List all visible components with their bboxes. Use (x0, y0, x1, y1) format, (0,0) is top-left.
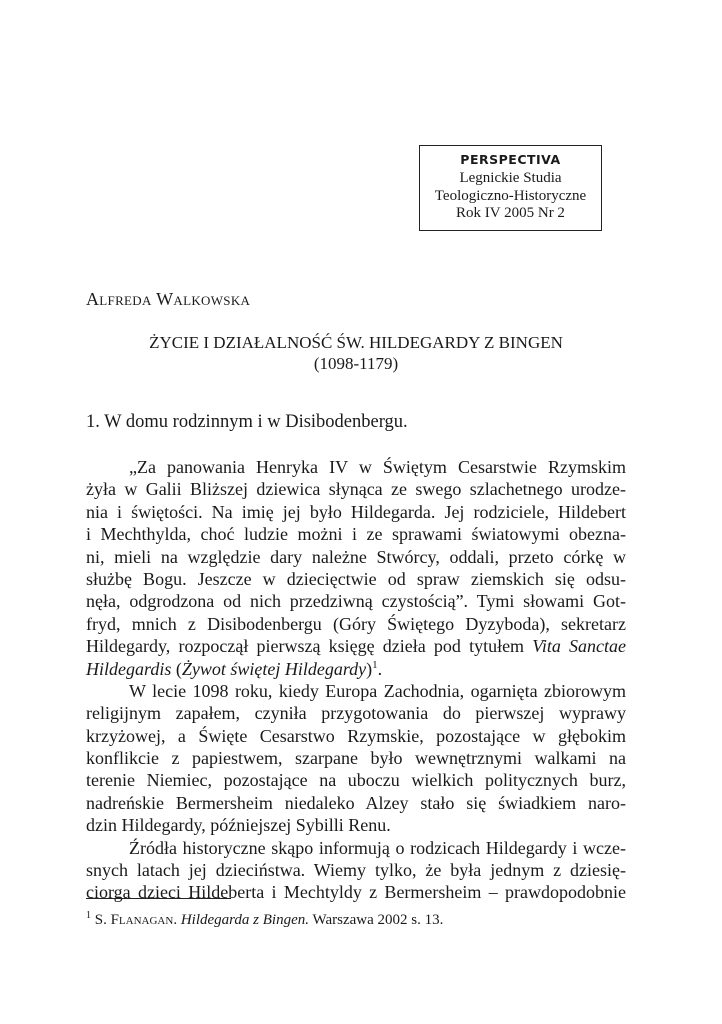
body-line: fryd, mnich z Disibodenbergu (Góry Świętego Dyzyboda), sekretarz (86, 613, 626, 634)
body-line: ni, mieli na względzie dary należne Stwórcy, oddali, przeto córkę w (86, 546, 626, 567)
journal-subtitle: Teologiczno-Historyczne (434, 187, 587, 204)
body-line: W lecie 1098 roku, kiedy Europa Zachodnia, ogarnięta zbiorowym (129, 680, 626, 701)
journal-brand: PERSPECTIVA (460, 152, 561, 167)
body-line: nia i świętości. Na imię jej było Hildegarda. Jej rodziciele, Hildebert (86, 501, 626, 522)
article-title-dates: (1098-1179) (313, 354, 399, 373)
body-line: krzyżowej, a Święte Cesarstwo Rzymskie, pozostające w głębokim (86, 725, 626, 746)
body-line: konflikcie z papiestwem, szarpane było wewnętrznymi walkami na (86, 748, 626, 769)
journal-info-box (419, 145, 602, 231)
footnote-author: Flanagan (110, 912, 174, 928)
body-line-text: Hildegardy, rozpoczął pierwszą księgę dzieła pod tytułem (86, 636, 525, 657)
body-line: i Mechthylda, choć ludzie możni i ze sprawami światowymi obezna- (86, 524, 626, 545)
article-title (86, 332, 626, 374)
body-line: nadreńskie Bermersheim niedaleko Alzey stało się świadkiem naro- (86, 792, 626, 813)
body-line: nęła, odgrodzona od nich przedziwną czystością”. Tymi słowami Got- (86, 591, 626, 612)
body-line-vita (86, 635, 626, 657)
vita-title: Vita Sanctae (532, 636, 627, 657)
journal-series: Legnickie Studia (459, 170, 562, 186)
footnote-prefix: S. (91, 912, 111, 928)
body-line: dzin Hildegardy, późniejszej Sybilli Renu. (86, 815, 391, 836)
footnote-ref-tail: . (377, 658, 383, 679)
body-line: snych latach jej dzieciństwa. Wiemy tylko, że była jednym z dziesię- (86, 860, 626, 881)
footnote-number: 1 (86, 910, 91, 921)
paren-open: ( (171, 658, 182, 679)
footnote-sep: . (173, 912, 181, 928)
section-heading: 1. W domu rodzinnym i w Disibodenbergu. (86, 412, 408, 432)
body-line: służbę Bogu. Jeszcze w dziecięctwie od spraw ziemskich się odsu- (86, 568, 626, 589)
footnote (86, 912, 443, 929)
hildegardis-title: Hildegardis (86, 658, 172, 679)
footnote-ref: 1 (372, 658, 378, 671)
body-line: „Za panowania Henryka IV w Świętym Cesarstwie Rzymskim (129, 457, 626, 477)
footnote-divider (86, 898, 231, 899)
body-line: Źródła historyczne skąpo informują o rodzicach Hildegardy i wcze- (129, 837, 626, 858)
body-line: żyła w Galii Bliższej dziewica słynąca ze swego szlachetnego urodze- (86, 479, 626, 500)
journal-issue: Rok IV 2005 Nr 2 (456, 205, 565, 221)
article-author: Alfreda Walkowska (86, 289, 251, 309)
zywot-title: Żywot świętej Hildegardy (181, 658, 367, 679)
article-body (86, 456, 626, 904)
body-line: religijnym zapałem, czyniła przygotowania do pierwszej wyprawy (86, 703, 626, 724)
footnote-book: Hildegarda z Bingen. (180, 912, 310, 928)
paren-close: ) (366, 658, 373, 679)
footnote-rest: Warszawa 2002 s. 13. (309, 912, 444, 928)
body-line-hildegardis (86, 658, 626, 680)
body-line: ciorga dzieci Hildeberta i Mechtyldy z Bermersheim – prawdopodobnie (86, 882, 626, 903)
body-line: terenie Niemiec, pozostające na uboczu wielkich politycznych burz, (86, 770, 626, 791)
article-title-main: ŻYCIE I DZIAŁALNOŚĆ ŚW. HILDEGARDY Z BINGEN (149, 333, 563, 352)
